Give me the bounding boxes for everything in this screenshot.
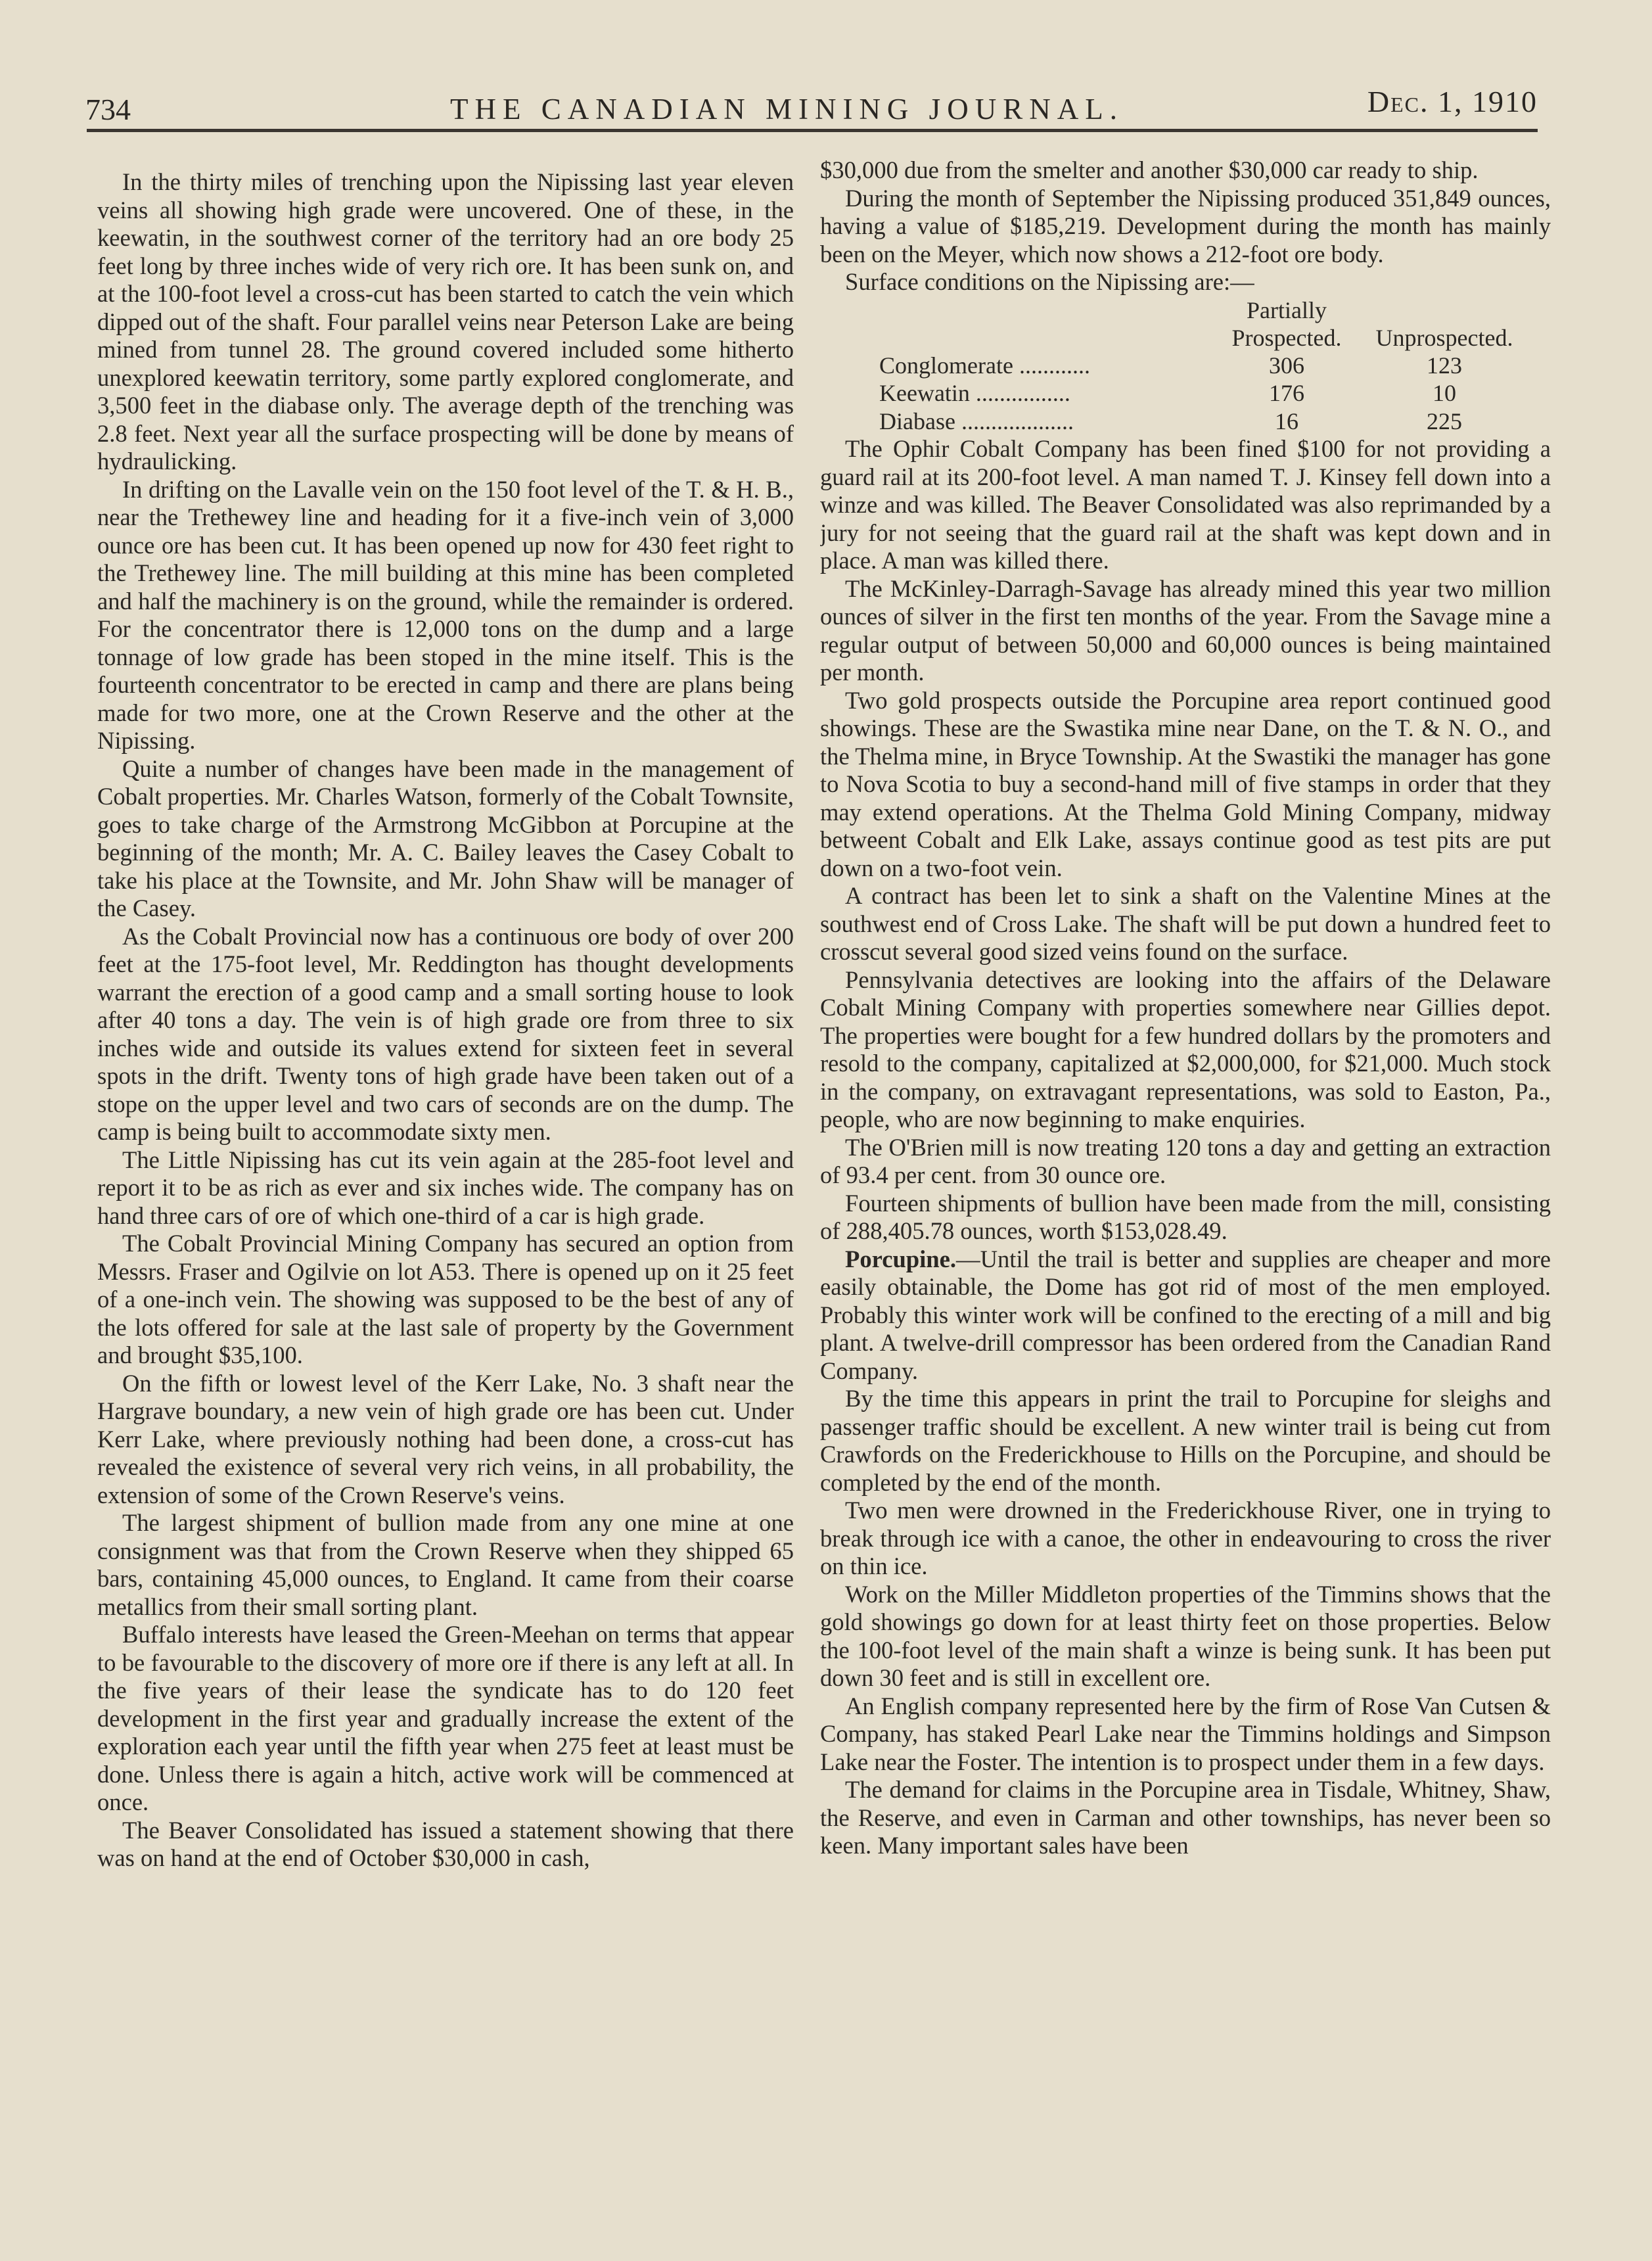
paragraph: The Cobalt Provincial Mining Company has secured an option from Messrs. Fraser and Ogilvie on lot A53. There is opened up on it 25 feet of a one-inch vein. The showing was supposed to be the best of any of the lots offered for sale at the last sale of property by the Government and brought $35,100. (97, 1230, 794, 1368)
header-rule (87, 129, 1538, 132)
left-column (97, 168, 794, 2239)
paragraph: The Little Nipissing has cut its vein again at the 285-foot level and report it to be as rich as ever and six inches wide. The company has on hand three cars of ore of which one-third of a car is high grade. (97, 1146, 794, 1229)
paragraph: The demand for claims in the Porcupine area in Tisdale, Whitney, Shaw, the Reserve, and even in Carman and other townships, has never been so keen. Many important sales have been (820, 1776, 1551, 1859)
paragraph: As the Cobalt Provincial now has a continuous ore body of over 200 feet at the 175-foot level, Mr. Reddington has thought developments warrant the erection of a good camp and a small sorting house to look after 40 tons a day. The vein is of high grade ore from three to six inches wide and outside its values extend for sixteen feet in several spots in the drift. Twenty tons of high grade have been taken out of a stope on the upper level and two cars of seconds are on the dump. The camp is being built to accommodate sixty men. (97, 922, 794, 1145)
paragraph: On the fifth or lowest level of the Kerr Lake, No. 3 shaft near the Hargrave boundary, a new vein of high grade ore has been cut. Under Kerr Lake, where previously nothing had been done, a cross-cut has revealed the existence of several very rich veins, in all probability, the extension of some of the Crown Reserve's veins. (97, 1369, 794, 1508)
row-label: Diabase ................... (879, 408, 1074, 434)
paragraph: The McKinley-Darragh-Savage has already mined this year two million ounces of silver in the first ten months of the year. From the Savage mine a regular output of between 50,000 and 60,000 ounces is being maintained per month. (820, 574, 1551, 686)
paragraph: The O'Brien mill is now treating 120 tons a day and getting an extraction of 93.4 per cent. from 30 ounce ore. (820, 1133, 1551, 1188)
paragraph: An English company represented here by the firm of Rose Van Cutsen & Company, has staked Pearl Lake near the Timmins holdings and Simpson Lake near the Foster. The intention is to prospect under them in a few days. (820, 1692, 1551, 1775)
page-number: 734 (85, 93, 131, 126)
cell-partially: 16 (1275, 408, 1298, 434)
issue-date: Dec. 1, 1910 (1367, 85, 1538, 118)
table-row (879, 379, 1523, 408)
row-label: Conglomerate ............ (879, 352, 1090, 379)
paragraph: Fourteen shipments of bullion have been made from the mill, consisting of 288,405.78 ounces, worth $153,028.49. (820, 1189, 1551, 1244)
porcupine-paragraph (820, 1246, 1551, 1386)
surface-conditions-table (879, 296, 1523, 436)
cell-unprospected: 10 (1433, 380, 1456, 406)
paragraph: Two men were drowned in the Frederickhouse River, one in trying to break through ice with a canoe, the other in endeavouring to cross the river on thin ice. (820, 1497, 1551, 1579)
table-header-row (879, 296, 1523, 324)
cell-unprospected: 123 (1427, 352, 1462, 379)
cell-partially: 176 (1269, 380, 1304, 406)
journal-title: THE CANADIAN MINING JOURNAL. (450, 93, 1124, 126)
paragraph: Pennsylvania detectives are looking into the affairs of the Delaware Cobalt Mining Company with properties somewhere near Gillies depot. The properties were bought for a few hundred dollars by the promoters and resold to the company, capitalized at $2,000,000, for $21,000. Much stock in the company, on extravagant representations, was sold to Easton, Pa., people, who are now beginning to make enquiries. (820, 966, 1551, 1132)
paragraph: Work on the Miller Middleton properties of the Timmins shows that the gold showings go down for at least thirty feet on those properties. Below the 100-foot level of the main shaft a winze is being sunk. It has been put down 30 feet and is still in excellent ore. (820, 1580, 1551, 1691)
paragraph: During the month of September the Nipissing produced 351,849 ounces, having a value of $185,219. Development during the month has mainly been on the Meyer, which now shows a 212-foot ore body. (820, 184, 1551, 268)
column-header: Unprospected. (1375, 324, 1513, 351)
paragraph: A contract has been let to sink a shaft on the Valentine Mines at the southwest end of Cross Lake. The shaft will be put down a hundred feet to crosscut several good sized veins found on the surface. (820, 882, 1551, 965)
paragraph: The Ophir Cobalt Company has been fined $100 for not providing a guard rail at its 200-foot level. A man named T. J. Kinsey fell down into a winze and was killed. The Beaver Consolidated was also reprimanded by a jury for not seeing that the guard rail at the shaft was kept down and in place. A man was killed there. (820, 435, 1551, 574)
column-header: Partially (1247, 296, 1327, 323)
paragraph: The largest shipment of bullion made from any one mine at one consignment was that from the Crown Reserve when they shipped 65 bars, containing 45,000 ounces, to England. It came from their coarse metallics from their small sorting plant. (97, 1509, 794, 1620)
paragraph: Buffalo interests have leased the Green-Meehan on terms that appear to be favourable to the discovery of more ore if there is any left at all. In the five years of their lease the syndicate has to do 120 feet development in the first year and gradually increase the extent of the exploration each year until the fifth year when 275 feet at least must be done. Unless there is again a hitch, active work will be commenced at once. (97, 1621, 794, 1815)
table-row (879, 352, 1523, 380)
table-row (879, 408, 1523, 436)
paragraph: Two gold prospects outside the Porcupine area report continued good showings. These are the Swastika mine near Dane, on the T. & N. O., and the Thelma mine, in Bryce Township. At the Swastiki the manager has gone to Nova Scotia to buy a second-hand mill of five stamps in order that they may extend operations. At the Thelma Gold Mining Company, midway betweent Cobalt and Elk Lake, assays continue good as test pits are put down on a two-foot vein. (820, 686, 1551, 881)
paragraph: In drifting on the Lavalle vein on the 150 foot level of the T. & H. B., near the Trethewey line and heading for it a five-inch vein of 3,000 ounce ore has been cut. It has been opened up now for 430 feet right to the Trethewey line. The mill building at this mine has been completed and half the machinery is on the ground, while the remainder is ordered. For the concentrator there is 12,000 tons on the dump and a large tonnage of low grade has been stoped in the mine itself. This is the fourteenth concentrator to be erected in camp and there are plans being made for two more, one at the Crown Reserve and the other at the Nipissing. (97, 475, 794, 754)
paragraph: Surface conditions on the Nipissing are:— (845, 268, 1254, 295)
section-lead: Porcupine. (845, 1245, 957, 1272)
right-column (820, 156, 1551, 2227)
paragraph: Quite a number of changes have been made in the management of Cobalt properties. Mr. Charles Watson, formerly of the Cobalt Townsite, goes to take charge of the Armstrong McGibbon at Porcupine at the beginning of the month; Mr. A. C. Bailey leaves the Casey Cobalt to take his place at the Townsite, and Mr. John Shaw will be manager of the Casey. (97, 755, 794, 921)
page-header (85, 84, 1538, 133)
cell-partially: 306 (1269, 352, 1304, 379)
row-label: Keewatin ................ (879, 380, 1070, 406)
paragraph: The Beaver Consolidated has issued a statement showing that there was on hand at the end of October $30,000 in cash, (97, 1816, 794, 1871)
paragraph-text: —Until the trail is better and supplies are cheaper and more easily obtainable, the Dome has got rid of most of the men employed. Probably this winter work will be confined to the erecting of a mill and big plant. A twelve-drill compressor has been ordered from the Canadian Rand Company. (820, 1245, 1551, 1384)
cell-unprospected: 225 (1427, 408, 1462, 434)
paragraph: By the time this appears in print the trail to Porcupine for sleighs and passenger traffic should be excellent. A new winter trail is being cut from Crawfords on the Frederickhouse to Hills on the Porcupine, and should be completed by the end of the month. (820, 1385, 1551, 1496)
table-header-row (879, 324, 1523, 352)
column-header: Prospected. (1231, 324, 1342, 351)
paragraph: $30,000 due from the smelter and another $30,000 car ready to ship. (820, 156, 1479, 183)
paragraph: In the thirty miles of trenching upon the Nipissing last year eleven veins all showing high grade were uncovered. One of these, in the keewatin, in the southwest corner of the territory had an ore body 25 feet long by three inches wide of very rich ore. It has been sunk on, and at the 100-foot level a cross-cut has been started to catch the vein which dipped out of the shaft. Four parallel veins near Peterson Lake are being mined from tunnel 28. The ground covered included some hitherto unexplored keewatin territory, some partly explored conglomerate, and 3,500 feet in the diabase only. The average depth of the trenching was 2.8 feet. Next year all the surface prospecting will be done by means of hydraulicking. (97, 168, 794, 475)
